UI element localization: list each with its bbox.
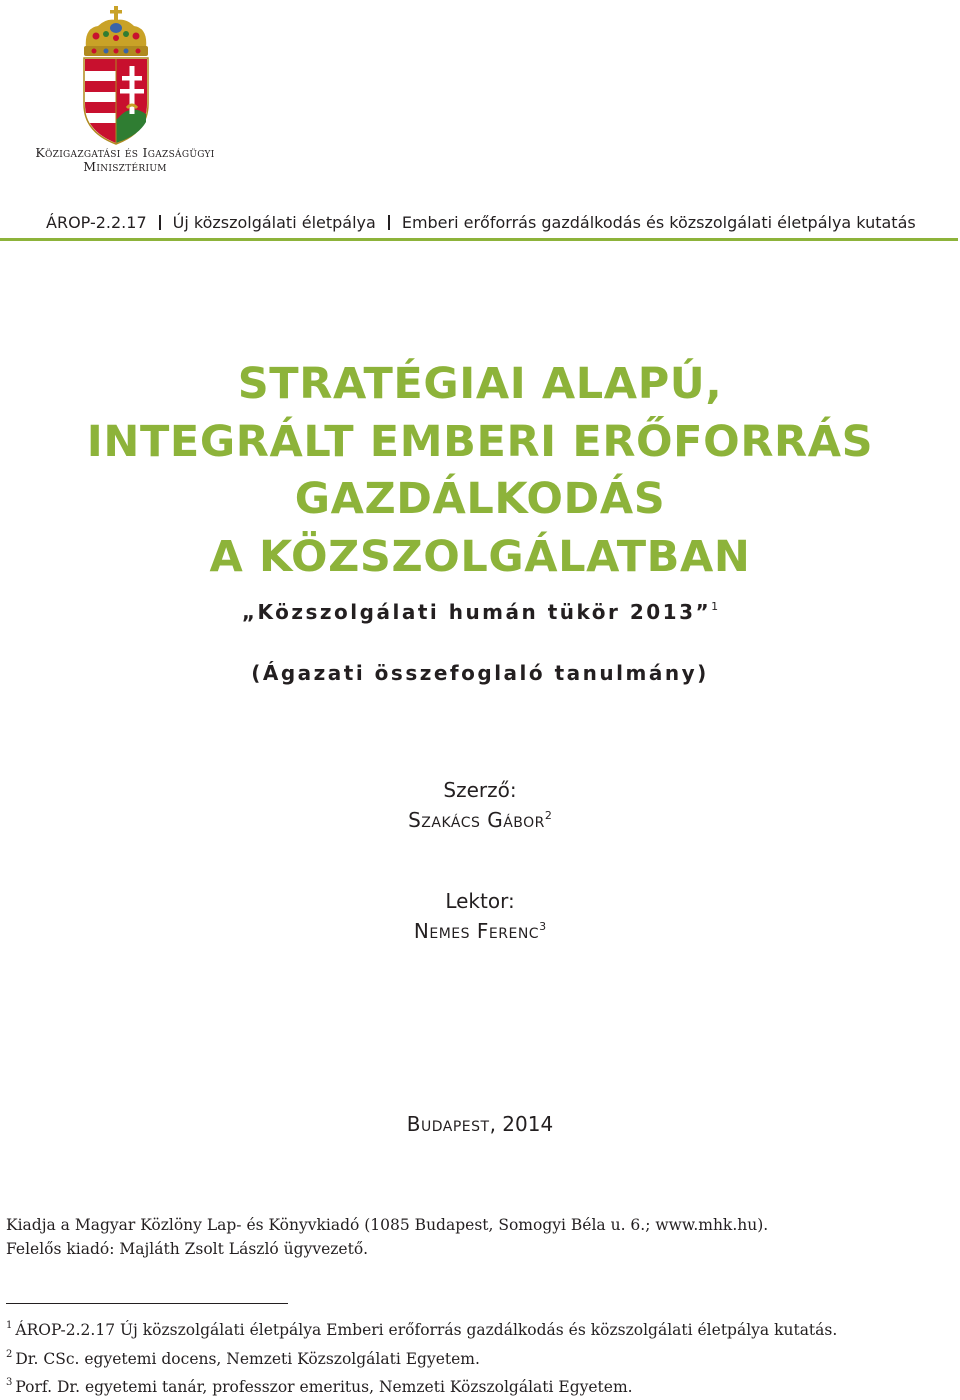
- footnote: [6, 1371, 954, 1400]
- footnote-ref: 2: [544, 809, 552, 822]
- publisher-line: Kiadja a Magyar Közlöny Lap- és Könyvkiadó (1085 Budapest, Somogyi Béla u. 6.; www.mhk.hu).: [6, 1216, 769, 1234]
- author-name-line: [60, 808, 900, 832]
- header-separator: [159, 215, 161, 230]
- header-separator: [388, 215, 390, 230]
- ministry-name-line2: Minisztérium: [83, 159, 167, 174]
- footnote: [6, 1314, 954, 1343]
- footnote-text: Dr. CSc. egyetemi docens, Nemzeti Közszolgálati Egyetem.: [15, 1349, 480, 1368]
- subtitle-text: „Közszolgálati humán tükör 2013”: [241, 600, 712, 624]
- hungarian-coat-of-arms-icon: [80, 4, 152, 146]
- footnote-ref: 3: [539, 920, 547, 933]
- footnote-divider: [6, 1303, 288, 1304]
- footnote-number: 3: [6, 1377, 13, 1388]
- year: , 2014: [489, 1112, 554, 1136]
- ministry-name: [30, 146, 220, 174]
- footnote-ref: 1: [711, 600, 719, 613]
- footnote-number: 1: [6, 1320, 13, 1331]
- place: Budapest: [406, 1112, 490, 1136]
- header-divider: [0, 238, 958, 241]
- study-type: (Ágazati összefoglaló tanulmány): [251, 661, 709, 685]
- reviewer-label: Lektor:: [445, 889, 515, 913]
- footnote-text: Porf. Dr. egyetemi tanár, professzor emeritus, Nemzeti Közszolgálati Egyetem.: [15, 1378, 633, 1396]
- header-strip: [46, 212, 916, 234]
- title-line: INTEGRÁLT EMBERI ERŐFORRÁS: [86, 416, 874, 467]
- title-line: A KÖZSZOLGÁLATBAN: [209, 531, 751, 582]
- responsible-publisher-line: Felelős kiadó: Majláth Zsolt László ügyvezető.: [6, 1240, 369, 1258]
- place-and-year: [60, 1112, 900, 1136]
- reviewer-name-line: [60, 919, 900, 943]
- title-line: GAZDÁLKODÁS: [294, 474, 666, 524]
- ministry-name-line1: Közigazgatási és Igazságügyi: [35, 145, 215, 160]
- footnote: [6, 1343, 954, 1372]
- footnote-text: ÁROP-2.2.17 Új közszolgálati életpálya Emberi erőforrás gazdálkodás és közszolgálati életpálya kutatás.: [15, 1321, 838, 1339]
- program-code: ÁROP-2.2.17: [46, 213, 147, 232]
- research-topic: Emberi erőforrás gazdálkodás és közszolgálati életpálya kutatás: [401, 213, 916, 232]
- footnote-number: 2: [6, 1348, 13, 1360]
- author-name: Szakács Gábor: [408, 808, 545, 832]
- main-title: [60, 356, 900, 586]
- title-line: STRATÉGIAI ALAPÚ,: [237, 359, 723, 409]
- project-name: Új közszolgálati életpálya: [172, 213, 376, 232]
- subtitle: [60, 600, 900, 624]
- author-label: Szerző:: [443, 778, 517, 802]
- reviewer-name: Nemes Ferenc: [413, 919, 540, 943]
